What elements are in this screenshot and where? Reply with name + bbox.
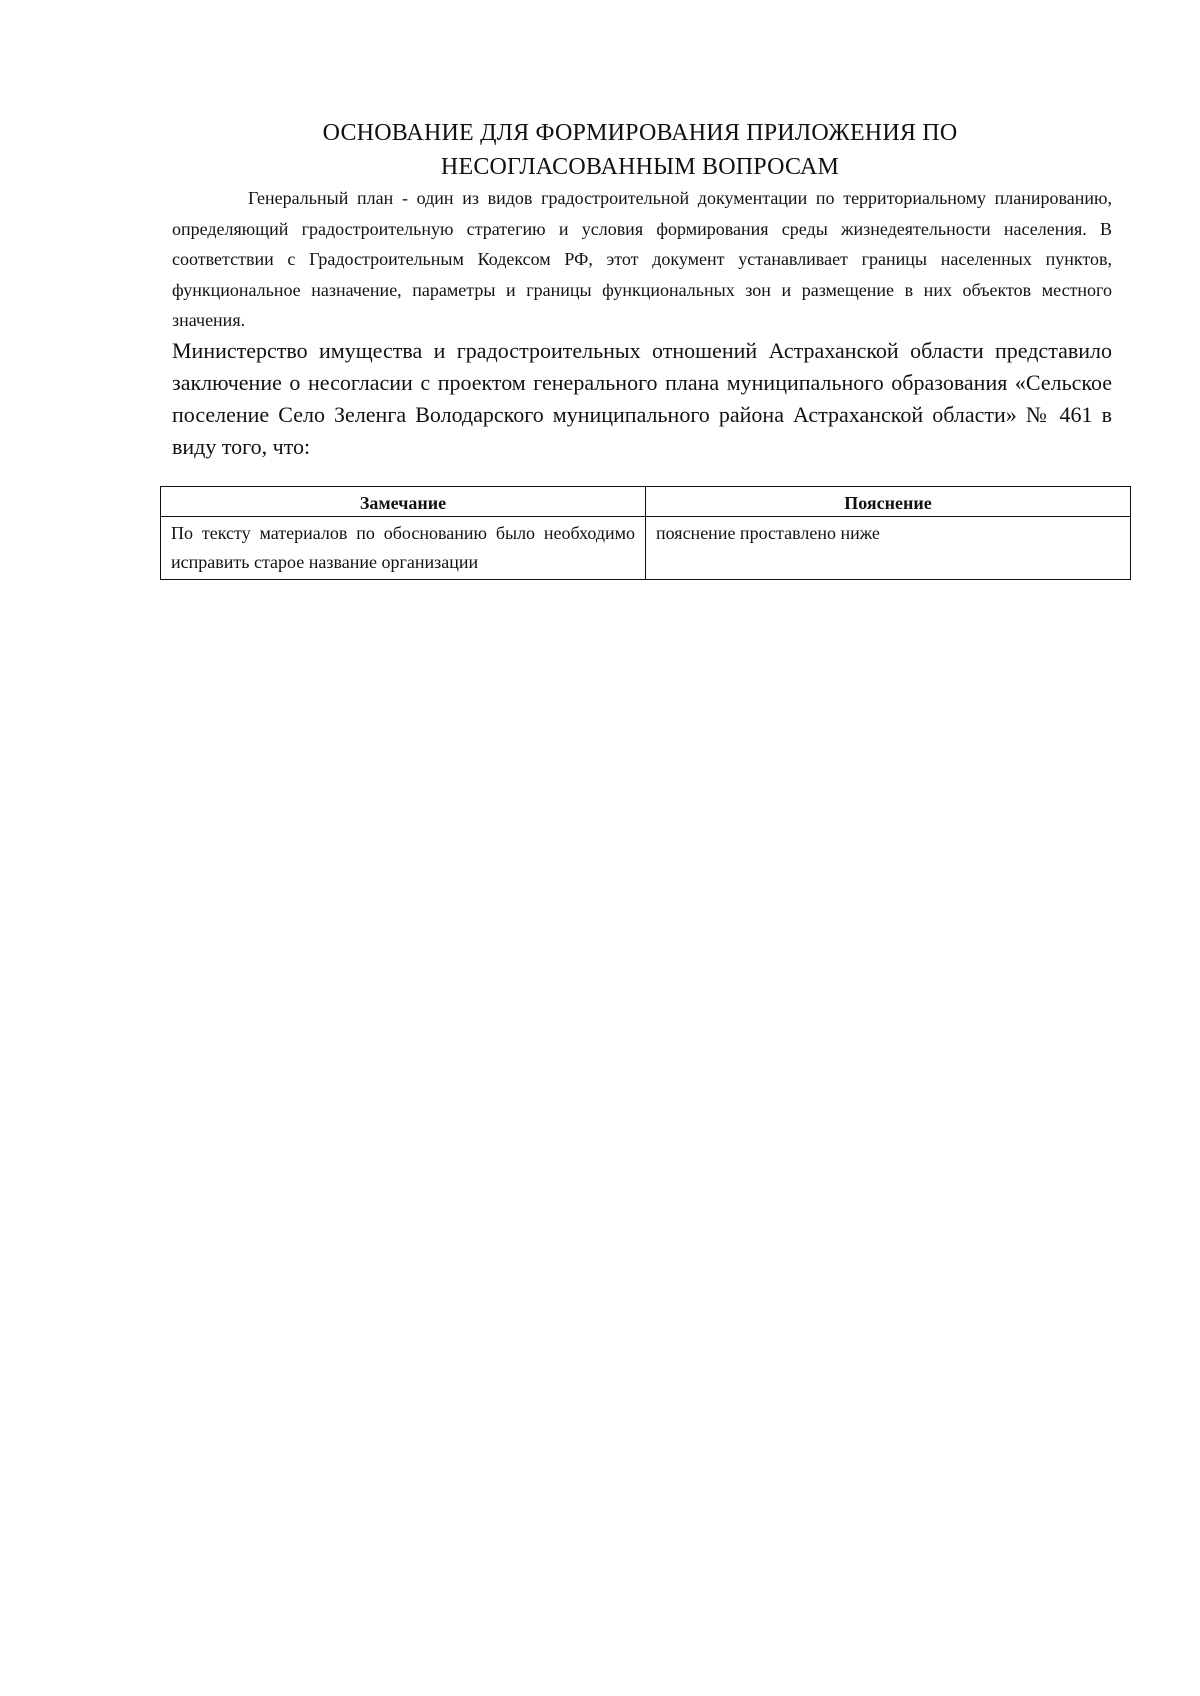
remarks-table: [160, 486, 1131, 580]
intro-paragraph: Генеральный план - один из видов градостроительной документации по территориальному планированию, определяющий градостроительную стратегию и условия формирования среды жизнедеятельности населения. В соответствии с Градостроительным Кодексом РФ, этот документ устанавливает границы населенных пунктов, функциональное назначение, параметры и границы функциональных зон и размещение в них объектов местного значения.: [172, 188, 1112, 330]
explanation-cell: пояснение проставлено ниже: [646, 517, 1131, 580]
table-row: [161, 517, 1131, 580]
remark-cell: По тексту материалов по обоснованию было необходимо исправить старое название организации: [161, 517, 646, 580]
title-line-2: НЕСОГЛАСОВАННЫМ ВОПРОСАМ: [440, 154, 840, 180]
header-explanation: Пояснение: [646, 487, 1131, 517]
title-line-1: ОСНОВАНИЕ ДЛЯ ФОРМИРОВАНИЯ ПРИЛОЖЕНИЯ ПО: [322, 120, 958, 146]
table-header-row: [161, 487, 1131, 517]
remarks-table-container: [160, 486, 1130, 580]
header-remark: Замечание: [161, 487, 646, 517]
ministry-paragraph: Министерство имущества и градостроительных отношений Астраханской области представило заключение о несогласии с проектом генерального плана муниципального образования «Сельское поселение Село Зеленга Володарского муниципального района Астраханской области» № 461 в виду того, что:: [172, 338, 1112, 459]
document-title: [170, 116, 1110, 184]
